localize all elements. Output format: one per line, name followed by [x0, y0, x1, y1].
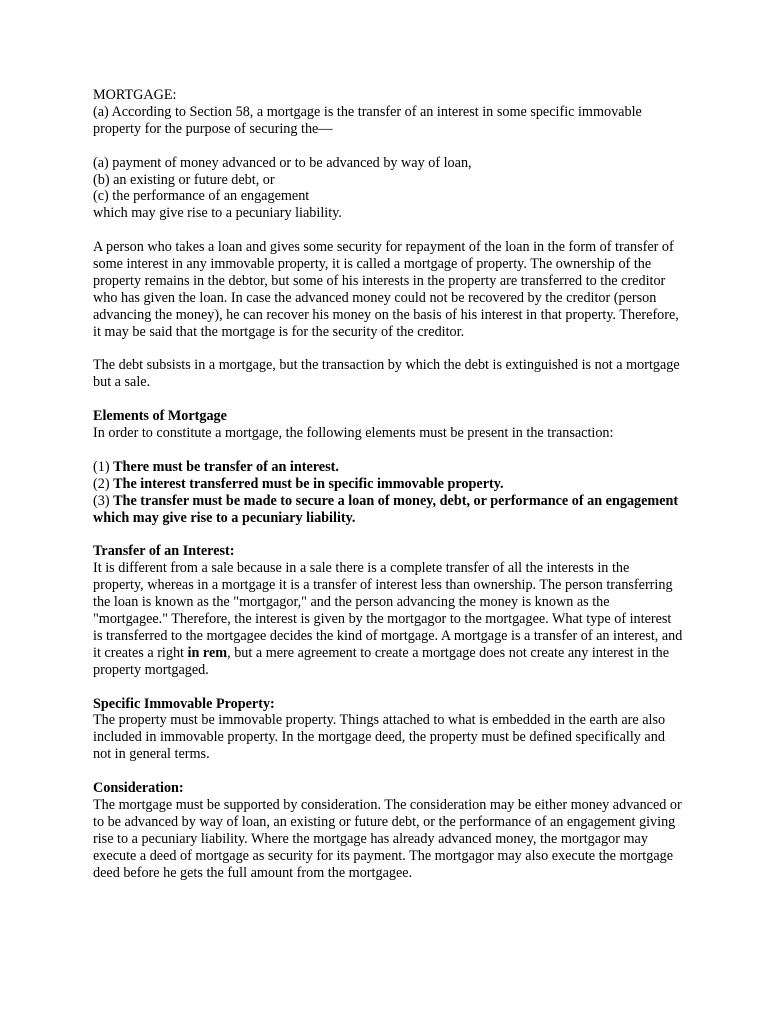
elements-lead: In order to constitute a mortgage, the following elements must be present in the transaction:	[93, 425, 614, 442]
elements-heading: Elements of Mortgage	[93, 408, 227, 425]
list-item: (c) the performance of an engagement	[93, 188, 310, 205]
element-number: (2)	[93, 475, 114, 492]
consideration-heading: Consideration:	[93, 780, 184, 797]
element-item	[93, 493, 683, 527]
consideration-paragraph: The mortgage must be supported by consideration. The consideration may be either money advanced or to be advanced by way of loan, an existing or future debt, or the performance of an engagement giving rise to a pecuniary liability. Where the mortgage has already advanced money, the mortgagor may execute a deed of mortgage as security for its payment. The mortgagor may also execute the mortgage deed before he gets the full amount from the mortgagee.	[93, 796, 682, 881]
element-text: The interest transferred must be in specific immovable property.	[113, 475, 504, 492]
element-text: The transfer must be made to secure a loan of money, debt, or performance of an engagement which may give rise to a pecuniary liability.	[93, 492, 679, 526]
element-item	[93, 476, 683, 493]
element-number: (1)	[93, 458, 114, 475]
doc-title: MORTGAGE:	[93, 87, 177, 103]
definition-text: (a) According to Section 58, a mortgage is the transfer of an interest in some specific immovable property for the purpose of securing the—	[93, 103, 642, 137]
intro-paragraph: A person who takes a loan and gives some security for repayment of the loan in the form of transfer of some interest in any immovable property, it is called a mortgage of property. The ownership of the property remains in the debtor, but some of his interests in the property are transferred to the creditor who has given the loan. In case the advanced money could not be recovered by the creditor (person advancing the money), he can recover his money on the basis of his interest in that property. Therefore, it may be said that the mortgage is for the security of the creditor.	[93, 239, 679, 340]
in-rem-term: in rem	[187, 644, 228, 661]
element-item	[93, 459, 683, 476]
list-item: (a) payment of money advanced or to be advanced by way of loan,	[93, 154, 472, 171]
transfer-heading: Transfer of an Interest:	[93, 543, 235, 560]
intro-paragraph-2: The debt subsists in a mortgage, but the transaction by which the debt is extinguished is not a mortgage but a sale.	[93, 357, 680, 391]
transfer-paragraph	[93, 560, 683, 678]
transfer-text: It is different from a sale because in a sale there is a complete transfer of all the interests in the property, whereas in a mortgage it is a transfer of interest less than ownership. The person transferring the loan is known as the "mortgagor," and the person advancing the money is known as the "mortgagee." Therefore, the interest is given by the mortgagor to the mortgagee. What type of interest is transferred to the mortgagee decides the kind of mortgage. A mortgage is a transfer of an interest, and it creates a right	[93, 560, 683, 661]
list-tail: which may give rise to a pecuniary liability.	[93, 205, 342, 222]
transfer-text-end: , but a mere agreement to create a mortgage does not create any interest in the property mortgaged.	[93, 644, 670, 678]
property-heading: Specific Immovable Property:	[93, 695, 275, 712]
element-number: (3)	[93, 492, 114, 509]
property-paragraph: The property must be immovable property. Things attached to what is embedded in the earth are also included in immovable property. In the mortgage deed, the property must be defined specifically and not in general terms.	[93, 712, 666, 763]
element-text: There must be transfer of an interest.	[113, 458, 339, 475]
list-item: (b) an existing or future debt, or	[93, 171, 275, 188]
document-page	[93, 87, 683, 881]
